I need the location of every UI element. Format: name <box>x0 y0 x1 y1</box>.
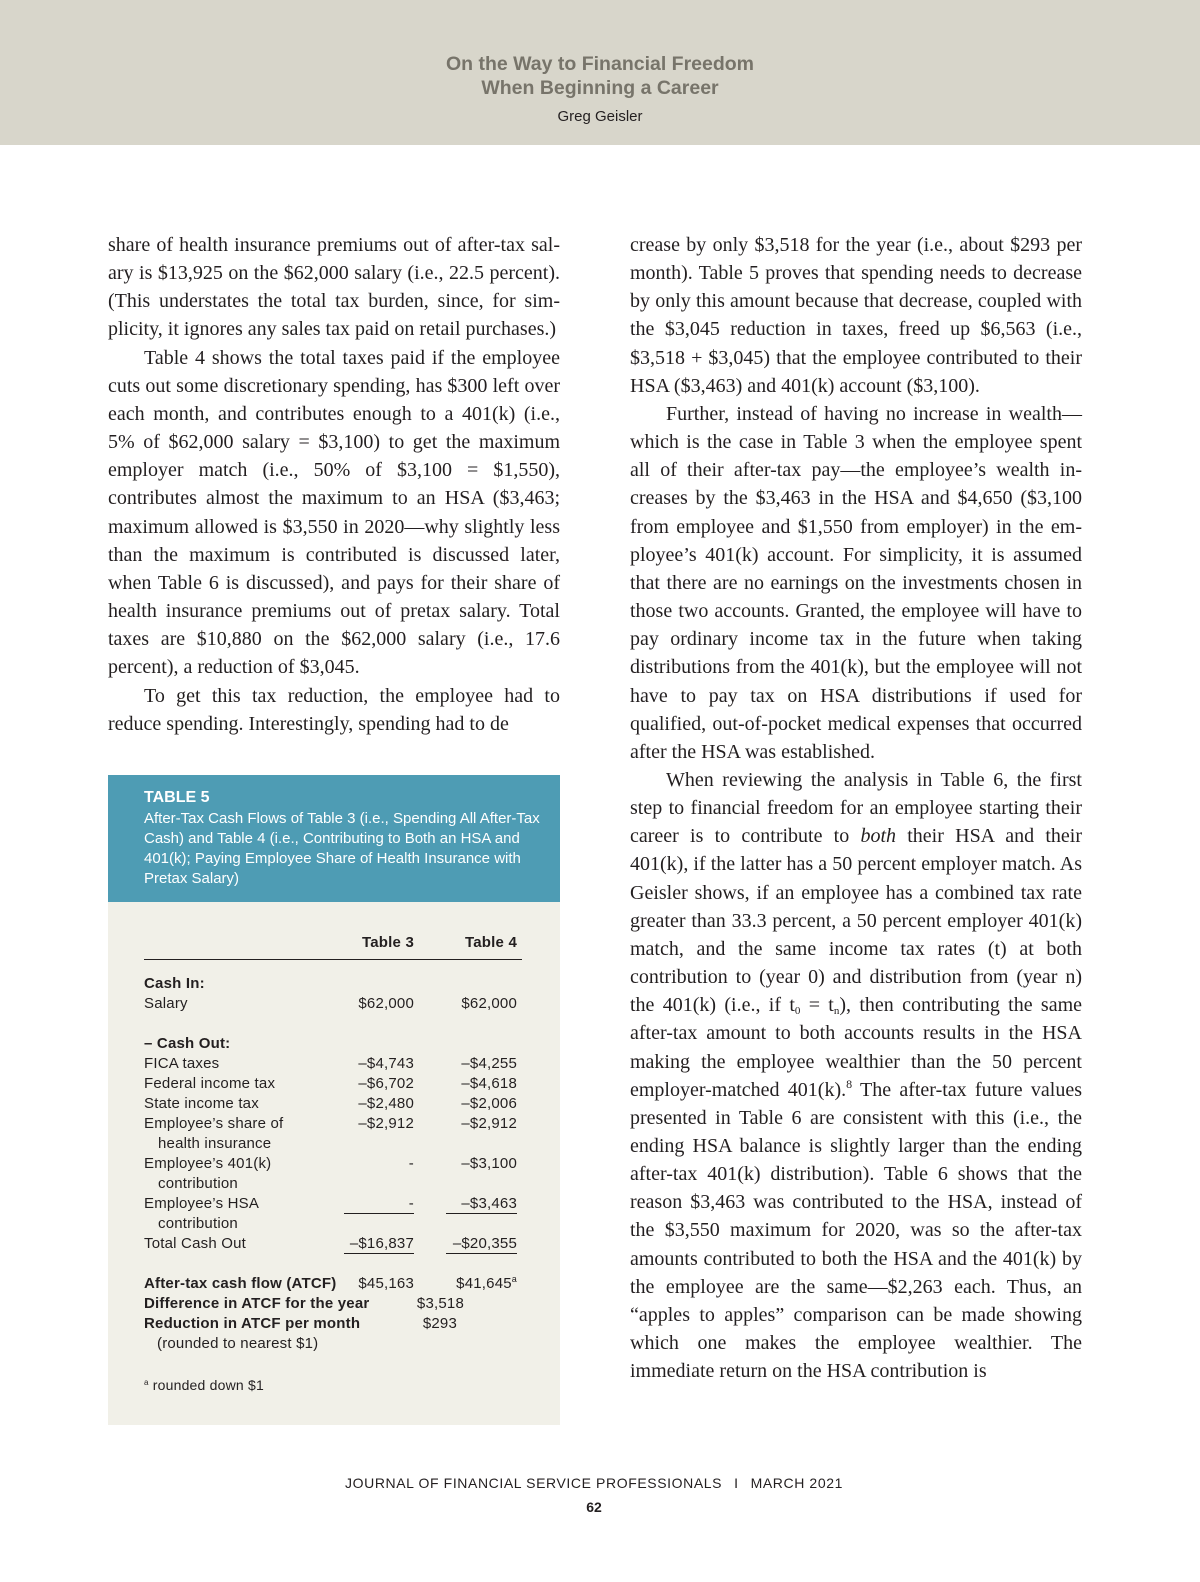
row-label: Employee’s HSA <box>144 1195 260 1212</box>
paragraph: To get this tax reduction, the employee had to reduce spending. Interestingly, spending had to de <box>108 684 560 735</box>
row-label: Total Cash Out <box>144 1235 247 1252</box>
cell-value: –$2,912 <box>358 1115 414 1132</box>
table-footnote <box>144 1375 264 1395</box>
row-label: contribution <box>158 1215 238 1232</box>
paragraph: Table 4 shows the total taxes paid if the employee cuts out some discretionary spending, has $300 left over each month, and contributes enough to a 401(k) (i.e., 5% of $62,000 salary = $3,100) to get the maximum employer match (i.e., 50% of $3,100 = $1,550), contributes almost the maximum to an HSA ($3,463; maximum allowed is $3,550 in 2020—why slightly less than the maximum is contributed is discussed later, when Table 6 is discussed), and pays for their share of health insurance premiums out of pretax salary. Total taxes are $10,880 on the $62,000 salary (i.e., 17.6 percent), a reduction of $3,045. <box>108 346 560 679</box>
cell-value: –$4,743 <box>358 1055 414 1072</box>
row-label: Employee’s 401(k) <box>144 1155 272 1172</box>
paragraph: Further, instead of having no increase in wealth—which is the case in Table 3 when the employee spent all of their after-tax pay—the employee’s wealth increases by the $3,463 in the HSA and $4,650 ($3,100 from employee and $1,550 from employer) in the employee’s 401(k) account. For simplicity, it is assumed that there are no earnings on the investments chosen in those two accounts. Granted, the employee will have to pay ordinary income tax in the future when taking distributions from the 401(k), but the employee will not have to pay tax on HSA distributions if used for qualified, out-of-pocket medical expenses that occurred after the HSA was established. <box>630 402 1082 763</box>
cell-value: –$2,912 <box>461 1115 517 1132</box>
subtotal-rule <box>446 1213 517 1214</box>
right-text-column <box>630 231 1082 1385</box>
column-header: Table 3 <box>362 934 414 951</box>
subtotal-rule <box>344 1213 414 1214</box>
page-number: 62 <box>586 1499 602 1515</box>
cell-value: –$2,006 <box>461 1095 517 1112</box>
running-footer <box>0 1475 1188 1491</box>
cell-value: $45,163 <box>358 1275 414 1292</box>
cell-value: - <box>408 1155 414 1172</box>
row-label: Cash In: <box>144 975 205 992</box>
row-label: FICA taxes <box>144 1055 220 1072</box>
cell-value: $293 <box>422 1315 457 1332</box>
cell-value: –$2,480 <box>358 1095 414 1112</box>
total-rule <box>446 1253 517 1254</box>
header-rule <box>144 959 522 960</box>
cell-value: –$4,618 <box>461 1075 517 1092</box>
article-author: Greg Geisler <box>557 108 643 125</box>
cell-value: $62,000 <box>461 995 517 1012</box>
issue-date: MARCH 2021 <box>750 1475 843 1491</box>
footer-separator: I <box>734 1475 739 1491</box>
subscript: 0 <box>794 1005 801 1018</box>
cell-value: –$3,100 <box>461 1155 517 1172</box>
total-rule <box>344 1253 414 1254</box>
row-label: Salary <box>144 995 188 1012</box>
text-run: When reviewing the analysis in Table 6, the first step to financial freedom for an employee starting their career is to contribute to <box>630 768 1082 848</box>
row-label: health insurance <box>158 1135 272 1152</box>
footnote-marker: a <box>511 1274 517 1284</box>
cell-text: $41,645 <box>456 1275 512 1292</box>
footnote-ref: 8 <box>846 1076 853 1091</box>
row-label: After-tax cash flow (ATCF) <box>144 1275 337 1292</box>
emphasis: both <box>860 825 897 848</box>
text-run: their HSA and their 401(k), if the latter has a 50 percent employer match. As Geisler shows, if an employee has a combined tax rate greater than 33.3 percent, a 50 percent employer 401(k) match, and the same income tax rates (t) at both contribution to (year 0) and distribution from (year n) the 401(k) (i.e., if t <box>630 825 1082 1017</box>
journal-name: JOURNAL OF FINANCIAL SERVICE PROFESSIONALS <box>345 1475 723 1491</box>
cell-value <box>436 1274 517 1294</box>
cell-value: $62,000 <box>358 995 414 1012</box>
row-label: Difference in ATCF for the year <box>144 1295 370 1312</box>
subscript: n <box>833 1005 840 1018</box>
table-caption: After-Tax Cash Flows of Table 3 (i.e., Spending All After-Tax Cash) and Table 4 (i.e., Contributing to Both an HSA and 401(k); Paying Employee Share of Health Insurance with Pretax Salary) <box>144 810 540 887</box>
cell-value: –$20,355 <box>452 1235 517 1252</box>
row-label: contribution <box>158 1175 238 1192</box>
cell-value: $3,518 <box>416 1295 464 1312</box>
footnote-marker: a <box>144 1378 149 1387</box>
table-5 <box>108 775 560 1425</box>
row-note: (rounded to nearest $1) <box>157 1335 319 1352</box>
paragraph: crease by only $3,518 for the year (i.e., about $293 per month). Table 5 proves that spending needs to decrease by only this amount because that decrease, coupled with the $3,045 reduction in taxes, freed up $6,563 (i.e., $3,518 + $3,045) that the employee contributed to their HSA ($3,463) and 401(k) account ($3,100). <box>630 234 1082 397</box>
row-label: State income tax <box>144 1095 259 1112</box>
paragraph <box>630 766 1082 1385</box>
row-label: Employee’s share of <box>144 1115 284 1132</box>
column-header: Table 4 <box>465 934 517 951</box>
cell-value: –$6,702 <box>358 1075 414 1092</box>
text-run: ), then contributing the same after-tax amount to both accounts results in the HSA making the employee wealthier than the 50 percent employer-matched 401(k). <box>630 994 1083 1101</box>
table-label: TABLE 5 <box>144 789 210 806</box>
row-label: Reduction in ATCF per month <box>144 1315 361 1332</box>
footnote-text: rounded down $1 <box>148 1377 264 1393</box>
cell-value: - <box>408 1195 414 1212</box>
article-title-line2: When Beginning a Career <box>481 77 719 99</box>
row-label: – Cash Out: <box>144 1035 231 1052</box>
row-label: Federal income tax <box>144 1075 276 1092</box>
table-header <box>108 775 560 902</box>
cell-value: –$3,463 <box>461 1195 517 1212</box>
paragraph: share of health insurance premiums out of after-tax salary is $13,925 on the $62,000 salary (i.e., 22.5 percent). (This understates the total tax burden, since, for simplicity, it ignores any sales tax paid on retail purchases.) <box>108 234 560 341</box>
text-run: The after-tax future values presented in Table 6 are consistent with this (i.e., the ending HSA balance is slightly larger than the ending after-tax 401(k) distribution). Table 6 shows that the reason $3,463 was contributed to the HSA, instead of the $3,550 maximum for 2020, was so the after-tax amounts contributed to both the HSA and the 401(k) by the employee are the same—$2,263 each. Thus, an “apples to apples” comparison can be made showing which one makes the employee wealthier. The immediate return on the HSA contribution is <box>630 1078 1083 1383</box>
text-run: = t <box>800 994 834 1017</box>
article-title-line1: On the Way to Financial Freedom <box>445 53 755 75</box>
cell-value: –$16,837 <box>349 1235 414 1252</box>
cell-value: –$4,255 <box>461 1055 517 1072</box>
left-text-column <box>108 231 560 738</box>
